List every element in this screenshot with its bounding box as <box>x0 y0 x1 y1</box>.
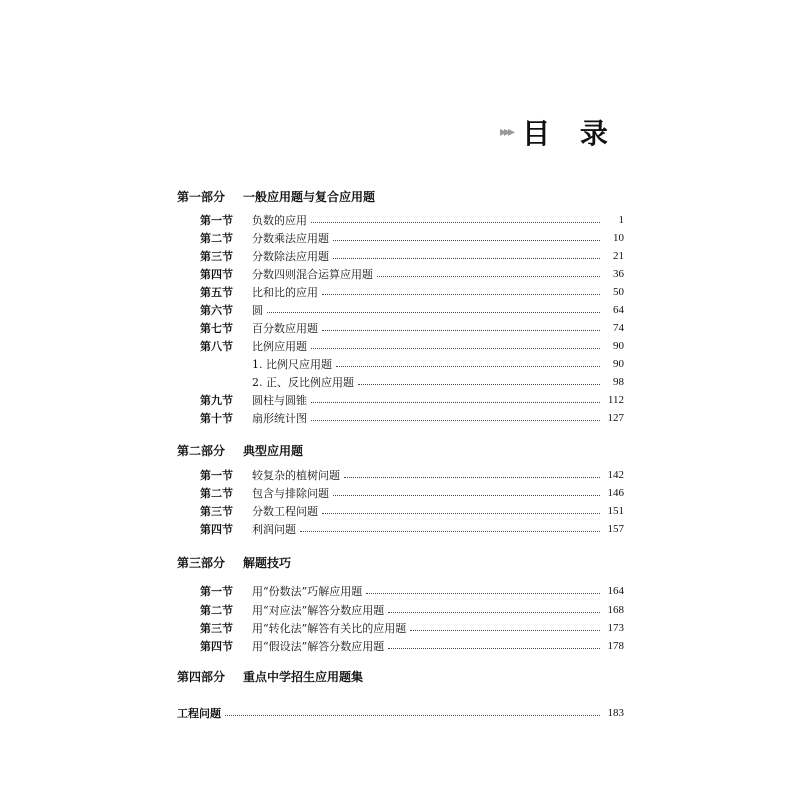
dot-leader <box>333 495 600 496</box>
toc-entry[interactable] <box>200 503 624 519</box>
section-title: 比例应用题 <box>252 340 307 353</box>
toc-entry[interactable] <box>200 302 624 318</box>
page-number: 10 <box>613 232 624 244</box>
page-number: 1 <box>618 214 624 226</box>
toc-entry[interactable] <box>200 521 624 537</box>
page-number: 146 <box>607 487 624 499</box>
page-number: 157 <box>607 523 624 535</box>
toc-subentry[interactable] <box>200 356 624 372</box>
page-number: 164 <box>607 585 624 597</box>
toc-entry[interactable] <box>200 467 624 483</box>
section-number: 第八节 <box>200 340 233 353</box>
dot-leader <box>311 402 600 403</box>
part-number: 第三部分 <box>177 556 226 570</box>
part-title: 解题技巧 <box>243 556 292 570</box>
toc-entry[interactable] <box>200 266 624 282</box>
dot-leader <box>225 715 600 716</box>
section-title: 用“假设法”解答分数应用题 <box>252 640 385 653</box>
section-title: 工程问题 <box>177 707 221 720</box>
toc-entry[interactable] <box>200 212 624 228</box>
dot-leader <box>300 531 600 532</box>
part-heading-4[interactable] <box>177 668 363 685</box>
part-title: 一般应用题与复合应用题 <box>243 190 376 204</box>
section-number: 第二节 <box>200 232 233 245</box>
dot-leader <box>358 384 600 385</box>
dot-leader <box>377 276 600 277</box>
dot-leader <box>267 312 600 313</box>
section-title: 圆柱与圆锥 <box>252 394 307 407</box>
toc-subentry[interactable] <box>200 374 624 390</box>
page-number: 36 <box>613 268 624 280</box>
section-title: 比和比的应用 <box>252 286 318 299</box>
section-number: 第七节 <box>200 322 233 335</box>
toc-entry[interactable] <box>200 230 624 246</box>
subsection-title: 1. 比例尺应用题 <box>252 358 332 371</box>
section-title: 分数工程问题 <box>252 505 318 518</box>
section-number: 第三节 <box>200 505 233 518</box>
section-number: 第三节 <box>200 622 233 635</box>
section-number: 第九节 <box>200 394 233 407</box>
toc-entry[interactable] <box>200 602 624 618</box>
toc-entry[interactable] <box>200 284 624 300</box>
page-number: 64 <box>613 304 624 316</box>
page-number: 98 <box>613 376 624 388</box>
toc-entry[interactable] <box>200 320 624 336</box>
dot-leader <box>311 222 600 223</box>
page-number: 21 <box>613 250 624 262</box>
page-title: 目 录 <box>522 117 618 150</box>
section-title: 负数的应用 <box>252 214 307 227</box>
part-heading-3[interactable] <box>177 554 291 571</box>
dot-leader <box>388 612 600 613</box>
dot-leader <box>410 630 600 631</box>
section-title: 用“份数法”巧解应用题 <box>252 585 363 598</box>
part-title: 重点中学招生应用题集 <box>243 670 364 684</box>
dot-leader <box>333 258 600 259</box>
page-number: 112 <box>607 394 624 406</box>
dot-leader <box>322 330 600 331</box>
toc-entry[interactable] <box>200 583 624 599</box>
part-heading-2[interactable] <box>177 442 303 459</box>
toc-entry[interactable] <box>200 410 624 426</box>
section-title: 百分数应用题 <box>252 322 318 335</box>
section-number: 第一节 <box>200 469 233 482</box>
section-number: 第一节 <box>200 214 233 227</box>
section-number: 第四节 <box>200 523 233 536</box>
part-number: 第二部分 <box>177 444 226 458</box>
toc-entry[interactable] <box>200 620 624 636</box>
section-number: 第十节 <box>200 412 233 425</box>
section-number: 第六节 <box>200 304 233 317</box>
page-number: 74 <box>613 322 624 334</box>
page-number: 90 <box>613 340 624 352</box>
page-number: 151 <box>607 505 624 517</box>
part-number: 第一部分 <box>177 190 226 204</box>
page-number: 50 <box>613 286 624 298</box>
section-title: 较复杂的植树问题 <box>252 469 340 482</box>
section-number: 第二节 <box>200 604 233 617</box>
page-number: 90 <box>613 358 624 370</box>
page-number: 142 <box>607 469 624 481</box>
section-number: 第四节 <box>200 268 233 281</box>
section-number: 第五节 <box>200 286 233 299</box>
dot-leader <box>322 513 600 514</box>
dot-leader <box>311 420 600 421</box>
part-title: 典型应用题 <box>243 444 304 458</box>
section-title: 分数四则混合运算应用题 <box>252 268 373 281</box>
page-number: 178 <box>607 640 624 652</box>
toc-entry[interactable] <box>177 705 624 721</box>
arrow-decoration-icon: ▸▸▸ <box>500 124 513 140</box>
subsection-title: 2. 正、反比例应用题 <box>252 376 354 389</box>
part-number: 第四部分 <box>177 670 226 684</box>
page-number: 127 <box>607 412 624 424</box>
section-number: 第三节 <box>200 250 233 263</box>
toc-header <box>500 112 618 152</box>
dot-leader <box>344 477 600 478</box>
section-number: 第二节 <box>200 487 233 500</box>
section-title: 用“对应法”解答分数应用题 <box>252 604 385 617</box>
dot-leader <box>366 593 600 594</box>
section-title: 包含与排除问题 <box>252 487 329 500</box>
section-title: 分数除法应用题 <box>252 250 329 263</box>
dot-leader <box>322 294 600 295</box>
section-number: 第一节 <box>200 585 233 598</box>
section-title: 分数乘法应用题 <box>252 232 329 245</box>
section-title: 扇形统计图 <box>252 412 307 425</box>
toc-entry[interactable] <box>200 338 624 354</box>
page-number: 173 <box>607 622 624 634</box>
part-heading-1[interactable] <box>177 188 375 205</box>
page-number: 183 <box>607 707 624 719</box>
toc-entry[interactable] <box>200 248 624 264</box>
section-number: 第四节 <box>200 640 233 653</box>
toc-entry[interactable] <box>200 392 624 408</box>
dot-leader <box>388 648 600 649</box>
dot-leader <box>311 348 600 349</box>
section-title: 圆 <box>252 304 263 317</box>
page-number: 168 <box>607 604 624 616</box>
toc-entry[interactable] <box>200 638 624 654</box>
dot-leader <box>333 240 600 241</box>
section-title: 用“转化法”解答有关比的应用题 <box>252 622 407 635</box>
toc-entry[interactable] <box>200 485 624 501</box>
dot-leader <box>336 366 600 367</box>
section-title: 利润问题 <box>252 523 296 536</box>
